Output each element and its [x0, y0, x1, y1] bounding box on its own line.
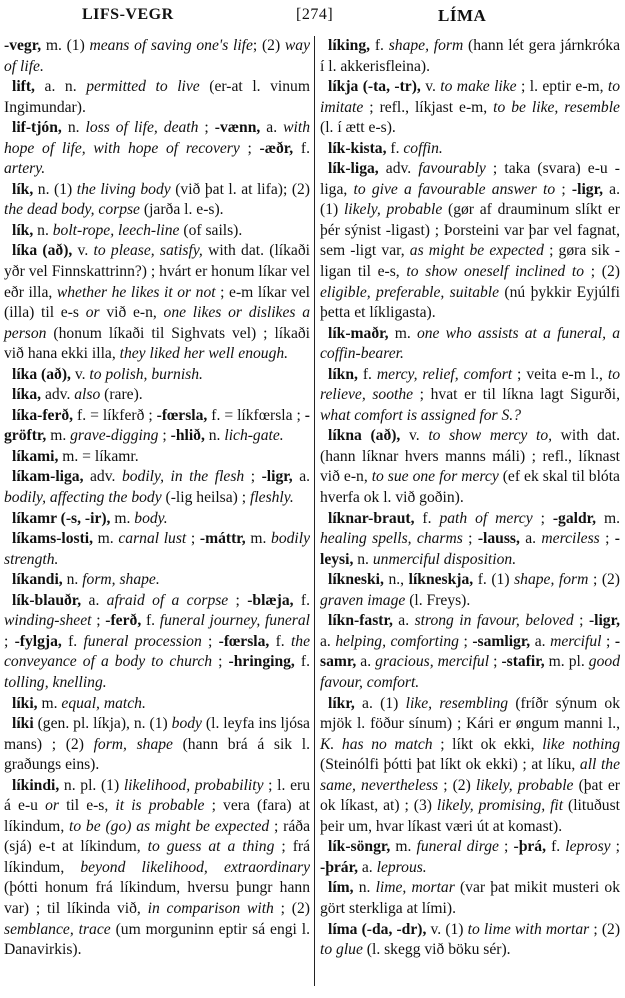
- dictionary-entry: [320, 36, 620, 77]
- definition-text: bolt-rope, leech-line: [52, 221, 180, 239]
- headword: líking,: [328, 37, 371, 54]
- definition-text: like, resembling: [405, 694, 509, 712]
- definition-text: fleshly.: [249, 489, 294, 507]
- entry-text: adv.: [378, 160, 419, 178]
- headword: lík-kista,: [328, 139, 387, 157]
- definition-text: funeral procession: [83, 632, 202, 650]
- entry-text: adv.: [41, 386, 75, 404]
- headword: -vegr,: [4, 37, 42, 54]
- entry-text: ; vera (fara) at líkindum,: [4, 797, 310, 835]
- definition-text: the living body: [76, 180, 171, 198]
- entry-text: f.: [141, 612, 160, 630]
- definition-text: lime, mortar: [375, 879, 455, 897]
- headword: lift,: [12, 78, 35, 96]
- headword: -stafir,: [501, 653, 545, 671]
- entry-text: n. pl. (1): [59, 776, 124, 794]
- entry-text: with dat. (hann líknar hvers manns máli) ; refl., líknast við e-n,: [320, 427, 620, 486]
- dictionary-entry: [4, 180, 310, 221]
- dictionary-entry: [4, 529, 310, 570]
- definition-text: form, shape: [93, 735, 173, 753]
- definition-text: funeral dirge: [416, 838, 499, 856]
- entry-text: ;: [458, 632, 473, 650]
- entry-text: (hann lét gera járnkróka í l. akkerisfleina).: [320, 37, 621, 75]
- dictionary-entry: [320, 77, 620, 139]
- headword: líki: [12, 715, 34, 733]
- headword: líkam-liga,: [12, 468, 84, 486]
- dictionary-entry: [4, 591, 310, 694]
- entry-text: a.: [530, 632, 551, 650]
- definition-text: artery.: [4, 160, 46, 178]
- left-column: [4, 36, 310, 961]
- definition-text: unmerciful disposition.: [372, 550, 517, 568]
- headword: -máttr,: [199, 530, 246, 548]
- dictionary-entry: [4, 694, 310, 715]
- entry-text: n.: [61, 119, 86, 137]
- definition-text: loss of life, death: [85, 119, 199, 137]
- entry-text: (honum líkaði til Sighvats vel) ; líkaði við hana ekki illa,: [4, 324, 310, 363]
- entry-text: f.: [386, 139, 404, 157]
- entry-text: n.: [353, 879, 376, 897]
- entry-text: a.: [356, 653, 376, 671]
- dictionary-entry: [4, 221, 310, 242]
- definition-text: to glue: [320, 941, 363, 959]
- definition-text: likelihood, probability: [123, 776, 264, 794]
- right-column: [320, 36, 620, 961]
- headword: líkna (að),: [328, 427, 401, 445]
- headword: -samligr,: [472, 632, 531, 650]
- page-header: [0, 6, 625, 32]
- definition-text: graven image: [320, 591, 406, 609]
- dictionary-entry: [4, 714, 310, 776]
- entry-text: (nú þykkir Eyjúlfi þetta et líkligasta).: [320, 283, 620, 322]
- definition-text: funeral journey, funeral: [159, 612, 310, 630]
- dictionary-entry: [4, 241, 310, 364]
- dictionary-entry: [4, 776, 310, 961]
- definition-text: good favour, comfort.: [320, 653, 620, 691]
- entry-text: ; hvat er til líkna lagt Sigurði,: [413, 386, 620, 404]
- headword: lík-blauðr,: [12, 591, 82, 609]
- definition-text: lich-gate.: [224, 427, 284, 445]
- dictionary-entry: [4, 385, 310, 406]
- dictionary-entry: [4, 118, 310, 180]
- dictionary-entry: [4, 570, 310, 591]
- definition-text: form, shape.: [82, 571, 160, 589]
- entry-text: a.: [292, 468, 311, 486]
- headword: -galdr,: [552, 509, 597, 527]
- definition-text: favourably: [418, 160, 486, 178]
- definition-text: likely, probable: [475, 776, 574, 794]
- headword: -fœrsla,: [218, 632, 270, 650]
- dictionary-entry: [320, 570, 620, 611]
- definition-text: merciless: [541, 530, 600, 548]
- definition-text: shape, form: [388, 37, 464, 54]
- entry-text: m.: [245, 530, 272, 548]
- dictionary-entry: [320, 426, 620, 508]
- headword: -fylgja,: [14, 632, 62, 650]
- entry-text: f.: [61, 632, 84, 650]
- entry-text: ; (2): [584, 263, 620, 281]
- entry-text: (rare).: [100, 386, 143, 404]
- definition-text: like nothing: [542, 735, 620, 753]
- headword: -ferð,: [105, 612, 142, 630]
- definition-text: strong in favour, beloved: [414, 612, 574, 630]
- definition-text: to give a favourable answer to: [353, 180, 556, 198]
- definition-text: coffin.: [403, 139, 443, 157]
- entry-text: (jarða l. e-s).: [139, 201, 224, 219]
- definition-text: to make like: [440, 78, 517, 96]
- definition-text: bodily strength.: [4, 530, 310, 568]
- entry-text: ; (2): [588, 571, 621, 589]
- entry-text: m. = líkamr.: [58, 447, 139, 465]
- entry-text: (gør af drauminum slíkt er þér sýnist -ligast) ; Þorsteini var þar vel fagnat, sem -ligt var,: [320, 201, 620, 260]
- entry-text: m.: [388, 324, 417, 342]
- definition-text: it is probable: [115, 797, 205, 815]
- definition-text: beyond likelihood, extraordinary: [80, 858, 310, 876]
- running-head-right: LÍMA: [438, 6, 487, 25]
- dictionary-entry: [4, 365, 310, 386]
- entry-text: m.: [46, 427, 71, 445]
- definition-text: to polish, burnish.: [89, 365, 203, 383]
- entry-text: ;: [532, 509, 553, 527]
- entry-text: (fríðr sýnum ok mjök l. föður sínum) ; Kári er øngum manni l.,: [320, 694, 621, 733]
- entry-text: (of sails).: [179, 221, 243, 239]
- entry-text: a.: [320, 632, 336, 650]
- definition-text: likely, probable: [343, 201, 443, 219]
- entry-text: ;: [573, 612, 589, 630]
- entry-text: with dat. (líkaði yðr vel Finnskattrinn?) ; hvárt er honum líkar vel eðr illa,: [4, 242, 310, 301]
- definition-text: to show oneself inclined to: [406, 263, 585, 281]
- entry-text: a.: [519, 530, 542, 548]
- entry-text: ;: [599, 530, 615, 548]
- entry-text: (Steinólfi þótti þat líkt ok ekki) ; at líku,: [320, 756, 580, 774]
- dictionary-entry: [4, 406, 310, 447]
- headword: líka,: [12, 386, 42, 404]
- page-number: [274]: [296, 6, 334, 23]
- entry-text: (ef ek skal til blóta hverfa ok l. við goðin).: [320, 468, 620, 507]
- headword: líka (að),: [12, 242, 73, 260]
- entry-text: ; (2): [438, 776, 476, 794]
- headword: -æðr,: [259, 139, 294, 157]
- entry-text: v.: [70, 365, 90, 383]
- definition-text: leprosy: [565, 838, 611, 856]
- entry-text: ;: [212, 653, 229, 671]
- definition-text: with hope of life, with hope of recovery: [4, 119, 310, 157]
- definition-text: to guess at a thing: [147, 838, 275, 856]
- entry-text: a. n.: [34, 78, 87, 96]
- headword: líkneski,: [328, 571, 384, 589]
- entry-text: f.: [370, 37, 389, 54]
- entry-text: m. pl.: [544, 653, 589, 671]
- headword: líkja (-ta, -tr),: [328, 78, 421, 96]
- entry-text: ;: [601, 632, 615, 650]
- entry-text: f.: [545, 838, 566, 856]
- dictionary-entry: [320, 611, 620, 693]
- definition-text: way of life.: [4, 37, 311, 75]
- headword: líknar-braut,: [328, 509, 415, 527]
- headword: líkams-losti,: [12, 530, 94, 548]
- entry-text: m. (1): [41, 37, 90, 54]
- headword: líka-ferð,: [12, 406, 74, 424]
- entry-text: v.: [420, 78, 441, 96]
- entry-text: ;: [555, 180, 572, 198]
- headword: lík,: [12, 221, 34, 239]
- entry-text: (l. í ætt e-s).: [320, 119, 396, 137]
- headword: líkn,: [328, 365, 358, 383]
- entry-text: f.: [414, 509, 440, 527]
- entry-text: ; ráða (sjá) e-t at líkindum,: [4, 817, 310, 856]
- dictionary-entry: [4, 36, 310, 77]
- headword: líkamr (-s, -ir),: [12, 509, 111, 527]
- entry-text: (l. leyfa ins ljósa mans) ; (2): [4, 715, 310, 753]
- entry-text: ; frá líkindum,: [4, 838, 311, 876]
- running-head-left: LIFS-VEGR: [82, 6, 174, 23]
- definition-text: carnal lust: [118, 530, 187, 548]
- entry-text: (þótti honum frá líkindum, hversu þungr hann var) ; til líkinda við,: [4, 879, 310, 917]
- entry-text: a.: [81, 591, 107, 609]
- entry-text: f. = líkferð ;: [73, 406, 157, 424]
- definition-text: healing spells, charms: [320, 530, 463, 548]
- entry-text: ; l. eptir e-m,: [516, 78, 608, 96]
- definition-text: all the same, nevertheless: [320, 756, 620, 794]
- entry-text: m.: [390, 838, 417, 856]
- entry-text: a.: [357, 858, 377, 876]
- headword: lík,: [12, 180, 34, 198]
- headword: líkandi,: [12, 571, 63, 589]
- entry-text: ;: [201, 632, 219, 650]
- dictionary-entry: [320, 509, 620, 571]
- definition-text: body: [171, 715, 202, 733]
- entry-text: (hann brá á sik l. graðungs eins).: [4, 735, 310, 774]
- definition-text: to sue one for mercy: [371, 468, 499, 486]
- entry-text: n.: [353, 550, 373, 568]
- definition-text: likely, promising, fit: [436, 797, 564, 815]
- dictionary-entry: [4, 447, 310, 468]
- headword: -hlið,: [170, 427, 205, 445]
- entry-text: ; (2): [273, 899, 310, 917]
- entry-text: (um morguninn eptir sá engi l. Danavirkis).: [4, 920, 311, 959]
- dictionary-entry: [320, 159, 620, 323]
- definition-text: grave-digging: [70, 427, 159, 445]
- definition-text: one likes or dislikes a person: [4, 304, 311, 342]
- definition-text: whether he likes it or not: [56, 283, 216, 301]
- entry-text: (þat er ok líkast, at) ; (3): [320, 776, 621, 815]
- definition-text: bodily, affecting the body: [4, 489, 162, 507]
- entry-text: (við þat l. at lifa); (2): [170, 180, 310, 198]
- column-divider: [314, 36, 315, 986]
- entry-text: v.: [400, 427, 429, 445]
- entry-text: (-lig heilsa) ;: [161, 489, 250, 507]
- dictionary-entry: [320, 365, 620, 427]
- definition-text: in comparison with: [147, 899, 274, 917]
- definition-text: equal, match.: [61, 694, 146, 712]
- definition-text: one who assists at a funeral, a coffin-bearer.: [320, 324, 620, 363]
- entry-text: v. (1): [426, 920, 468, 938]
- entry-text: (var þat mikit musteri ok gört sterkliga at lími).: [320, 879, 621, 917]
- dictionary-entry: [320, 837, 620, 878]
- dictionary-entry: [4, 509, 310, 530]
- definition-text: also: [74, 386, 101, 404]
- entry-text: ; refl., líkjast e-m,: [363, 98, 494, 116]
- entry-text: adv.: [83, 468, 122, 486]
- definition-text: to be like, resemble: [493, 98, 620, 116]
- headword: -ligr,: [588, 612, 620, 630]
- dictionary-entry: [320, 920, 620, 961]
- entry-text: ; l. eru á e-u: [4, 776, 310, 815]
- entry-text: v.: [72, 242, 94, 260]
- definition-text: eligible, preferable, suitable: [320, 283, 500, 301]
- definition-text: means of saving one's life: [89, 37, 253, 54]
- entry-text: a.: [260, 119, 284, 137]
- entry-text: ;: [186, 530, 200, 548]
- entry-text: ;: [489, 653, 502, 671]
- headword: líka (að),: [12, 365, 71, 383]
- dictionary-entry: [320, 324, 620, 365]
- definition-text: body.: [134, 509, 168, 527]
- entry-text: m.: [93, 530, 119, 548]
- entry-text: n.: [33, 221, 53, 239]
- entry-text: ; taka (svara) e-u -liga,: [320, 160, 621, 198]
- dictionary-entry: [320, 878, 620, 919]
- entry-text: ;: [498, 838, 514, 856]
- headword: -leysi,: [320, 530, 620, 568]
- entry-text: (lituðust þeir um, hvar líkast væri út at komast).: [320, 797, 620, 835]
- definition-text: or: [85, 304, 100, 322]
- headword: lík-liga,: [328, 160, 379, 178]
- entry-text: ;: [198, 119, 215, 137]
- definition-text: merciful: [550, 632, 602, 650]
- definition-text: to be (go) as might be expected: [69, 817, 270, 835]
- entry-text: (er-at l. vinum Ingimundar).: [4, 78, 310, 116]
- headword: líkami,: [12, 447, 59, 465]
- headword: lif-tjón,: [12, 119, 62, 137]
- headword: -gröftr,: [4, 406, 310, 445]
- definition-text: or: [45, 797, 59, 815]
- headword: -vænn,: [214, 119, 261, 137]
- entry-text: ;: [228, 591, 248, 609]
- entry-text: f. = líkfœrsla ;: [207, 406, 305, 424]
- entry-text: n.: [62, 571, 83, 589]
- definition-text: to show mercy to,: [428, 427, 553, 445]
- headword: líma (-da, -dr),: [328, 920, 427, 938]
- entry-text: ; líkt ok ekki,: [432, 735, 543, 753]
- definition-text: leprous.: [376, 858, 427, 876]
- entry-text: ; gøra sik -ligan til e-s,: [320, 242, 620, 281]
- definition-text: semblance, trace: [4, 920, 111, 938]
- entry-text: ;: [610, 838, 621, 856]
- definition-text: they liked her well enough.: [119, 345, 289, 363]
- headword: líkneskja,: [408, 571, 474, 589]
- entry-text: (l. skegg við böku sér).: [362, 941, 511, 959]
- headword: líkindi,: [12, 776, 60, 794]
- headword: -lauss,: [477, 530, 520, 548]
- headword: -ligr,: [571, 180, 603, 198]
- definition-text: the conveyance of a body to church: [4, 632, 311, 671]
- entry-text: a. (1): [320, 180, 620, 219]
- headword: -blæja,: [247, 591, 294, 609]
- headword: lím,: [328, 879, 354, 897]
- entry-text: ; e-m líkar vel (illa) til e-s: [4, 283, 311, 322]
- headword: -þrár,: [320, 858, 358, 876]
- definition-text: bodily, in the flesh: [121, 468, 245, 486]
- entry-text: við e-n,: [99, 304, 164, 322]
- entry-text: n. (1): [33, 180, 77, 198]
- definition-text: as might be expected: [409, 242, 544, 260]
- headword: líki,: [12, 694, 38, 712]
- definition-text: to please, satisfy,: [93, 242, 203, 260]
- entry-text: ;: [4, 632, 15, 650]
- headword: -fœrsla,: [156, 406, 208, 424]
- entry-text: (l. Freys).: [405, 591, 471, 609]
- definition-text: helping, comforting: [335, 632, 459, 650]
- entry-text: m.: [596, 509, 620, 527]
- entry-text: ;: [462, 530, 478, 548]
- entry-text: f. (1): [473, 571, 515, 589]
- entry-text: m.: [110, 509, 135, 527]
- headword: -hringing,: [228, 653, 295, 671]
- entry-text: f.: [293, 139, 310, 157]
- definition-text: mercy, relief, comfort: [376, 365, 513, 383]
- entry-text: til e-s,: [58, 797, 116, 815]
- headword: -samr,: [320, 632, 621, 671]
- entry-text: f.: [294, 653, 310, 671]
- entry-text: ; (2): [589, 920, 621, 938]
- definition-text: the dead body, corpse: [4, 201, 140, 219]
- headword: -þrá,: [513, 838, 546, 856]
- definition-text: afraid of a corpse: [106, 591, 229, 609]
- headword: lík-maðr,: [328, 324, 389, 342]
- entry-text: n.: [204, 427, 225, 445]
- entry-text: ; veita e-m l.,: [512, 365, 608, 383]
- dictionary-entry: [4, 467, 310, 508]
- entry-text: f.: [269, 632, 291, 650]
- headword: líkr,: [328, 694, 355, 712]
- entry-text: f.: [293, 591, 310, 609]
- headword: líkn-fastr,: [328, 612, 393, 630]
- entry-text: f.: [357, 365, 377, 383]
- definition-text: path of mercy: [439, 509, 533, 527]
- entry-text: n.,: [383, 571, 409, 589]
- definition-text: tolling, knelling.: [4, 673, 107, 691]
- definition-text: gracious, merciful: [375, 653, 490, 671]
- dictionary-entry: [4, 77, 310, 118]
- definition-text: to relieve, soothe: [320, 365, 620, 404]
- definition-text: permitted to live: [86, 78, 200, 96]
- entry-text: m.: [37, 694, 62, 712]
- entry-text: ;: [158, 427, 171, 445]
- definition-text: winding-sheet: [4, 612, 92, 630]
- entry-text: ;: [239, 139, 260, 157]
- definition-text: to lime with mortar: [467, 920, 590, 938]
- entry-text: ; (2): [252, 37, 285, 54]
- dictionary-entry: [320, 694, 620, 838]
- headword: lík-söngr,: [328, 838, 391, 856]
- definition-text: shape, form: [514, 571, 589, 589]
- definition-text: what comfort is assigned for S.?: [320, 406, 521, 424]
- entry-text: (gen. pl. líkja), n. (1): [33, 715, 172, 733]
- entry-text: a. (1): [354, 694, 406, 712]
- entry-text: ;: [91, 612, 106, 630]
- entry-text: a.: [392, 612, 415, 630]
- dictionary-entry: [320, 139, 620, 160]
- definition-text: to imitate: [320, 78, 621, 116]
- entry-text: ;: [244, 468, 262, 486]
- headword: -ligr,: [261, 468, 293, 486]
- definition-text: K. has no match: [320, 735, 433, 753]
